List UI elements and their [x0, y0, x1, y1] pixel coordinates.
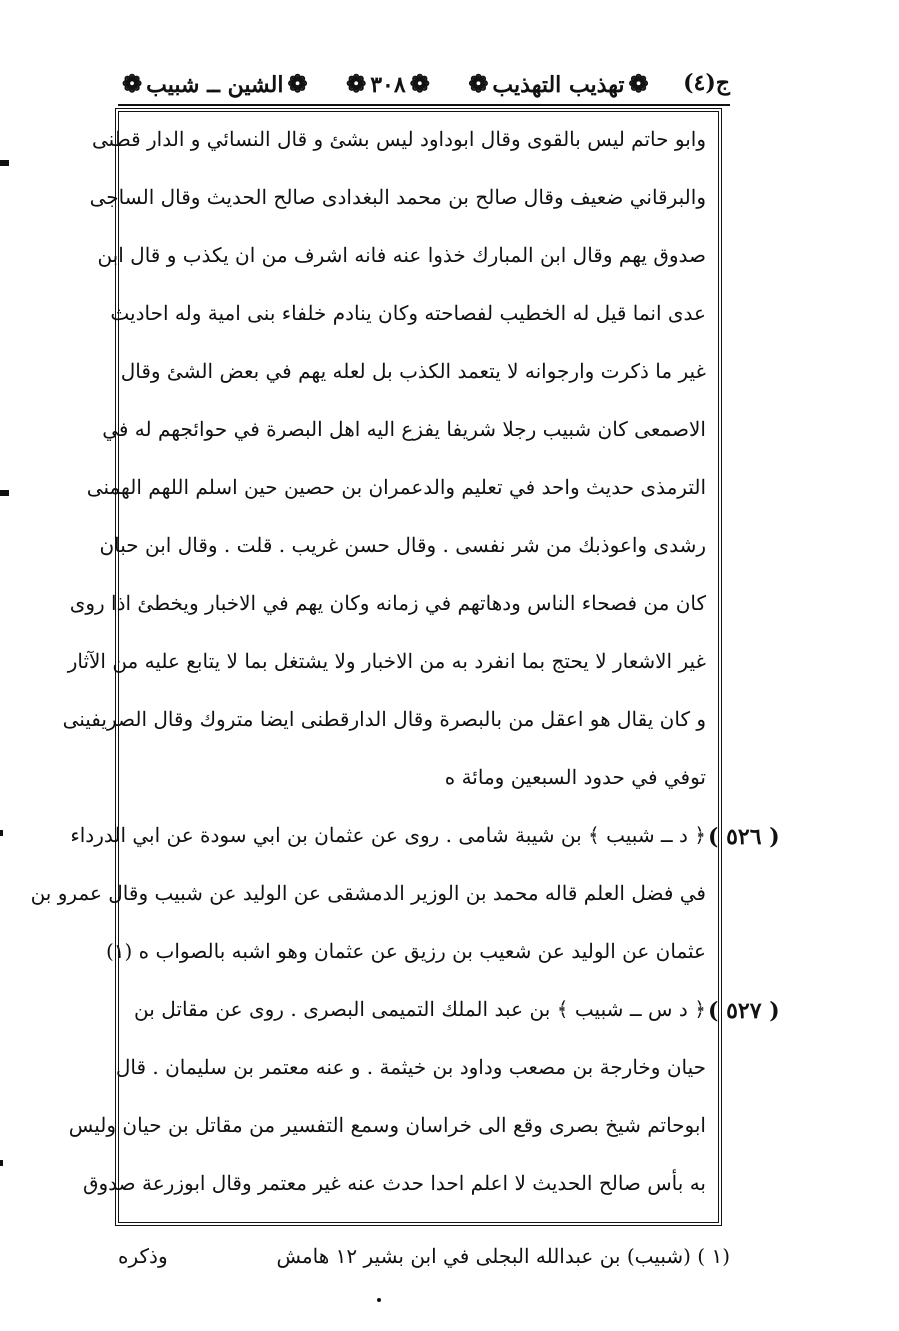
page-number-text: ٣٠٨ [370, 71, 406, 98]
section-title-text: الشين ــ شبيب [146, 71, 284, 98]
text-line: الترمذى حديث واحد في تعليم والدعمران بن حصين حين اسلم اللهم الهمنى [86, 475, 706, 499]
text-line: والبرقاني ضعيف وقال صالح بن محمد البغدادى صالح الحديث وقال الساجى [89, 185, 706, 209]
book-title-text: تهذيب التهذيب [492, 71, 625, 98]
margin-mark [0, 490, 9, 496]
text-line: توفي في حدود السبعين ومائة ه [444, 765, 706, 789]
entry-number: ( ٥٢٦ ) [708, 824, 780, 850]
entry-heading-line: ﴿ د ــ شبيب ﴾ بن شيبة شامى . روى عن عثمان بن ابي سودة عن ابي الدرداء [70, 823, 706, 847]
page-dot [377, 1298, 381, 1302]
text-line: رشدى واعوذبك من شر نفسى . وقال حسن غريب . قلت . وقال ابن حبان [99, 533, 706, 557]
volume-label: ج(٤) [683, 70, 730, 96]
text-line: عثمان عن الوليد عن شعيب بن رزيق عن عثمان وهو اشبه بالصواب ه (١) [105, 939, 706, 963]
ornament-icon: ❁ [468, 68, 489, 98]
text-line: حيان وخارجة بن مصعب وداود بن خيثمة . و عنه معتمر بن سليمان . قال [115, 1055, 706, 1079]
ornament-icon: ❁ [409, 68, 430, 98]
text-line: غير ما ذكرت وارجوانه لا يتعمد الكذب بل لعله يهم في بعض الشئ وقال [120, 359, 706, 383]
text-line: كان من فصحاء الناس ودهاتهم في زمانه وكان يهم في الاخبار ويخطئ اذا روى [69, 591, 706, 615]
text-line: عدى انما قيل له الخطيب لفصاحته وكان ينادم خلفاء بنى امية وله احاديث [110, 301, 706, 325]
text-line: في فضل العلم قاله محمد بن الوزير الدمشقى عن الوليد عن شبيب وقال عمرو بن [30, 881, 706, 905]
text-line: غير الاشعار لا يحتج بما انفرد به من الاخبار ولا يشتغل بما لا يتابع عليه من الآثار [67, 649, 706, 673]
page-number [342, 69, 434, 98]
ornament-icon: ❁ [346, 68, 367, 98]
section-title [118, 69, 312, 98]
text-line: ابوحاتم شيخ بصرى وقع الى خراسان وسمع التفسير من مقاتل بن حيان وليس [68, 1113, 706, 1137]
margin-mark [0, 830, 3, 836]
entry-heading-line: ﴿ د س ــ شبيب ﴾ بن عبد الملك التميمى البصرى . روى عن مقاتل بن [134, 997, 706, 1021]
ornament-icon: ❁ [628, 68, 649, 98]
footnote [118, 1236, 730, 1276]
entry-number: ( ٥٢٧ ) [708, 998, 780, 1024]
ornament-icon: ❁ [122, 68, 143, 98]
page-header [118, 62, 730, 106]
text-line: و كان يقال هو اعقل من بالبصرة وقال الدارقطنى ايضا متروك وقال الصريفينى [62, 707, 706, 731]
text-line: به بأس صالح الحديث لا اعلم احدا حدث عنه غير معتمر وقال ابوزرعة صدوق [83, 1171, 706, 1195]
ornament-icon: ❁ [287, 68, 308, 98]
footnote-text: (١ ) (شبيب) بن عبدالله البجلى في ابن بشير ١٢ هامش [276, 1244, 730, 1268]
text-line: صدوق يهم وقال ابن المبارك خذوا عنه فانه اشرف من ان يكذب و قال ابن [97, 243, 706, 267]
margin-mark [0, 1160, 3, 1166]
margin-mark [0, 160, 9, 166]
book-title [464, 69, 652, 98]
text-line: وابو حاتم ليس بالقوى وقال ابوداود ليس بشئ و قال النسائي و الدار قطنى [91, 127, 706, 151]
body-text [30, 112, 720, 1222]
text-line: الاصمعى كان شبيب رجلا شريفا يفزع اليه اهل البصرة في حوائجهم له في [102, 417, 706, 441]
footnote-note: وذكره [118, 1244, 168, 1268]
